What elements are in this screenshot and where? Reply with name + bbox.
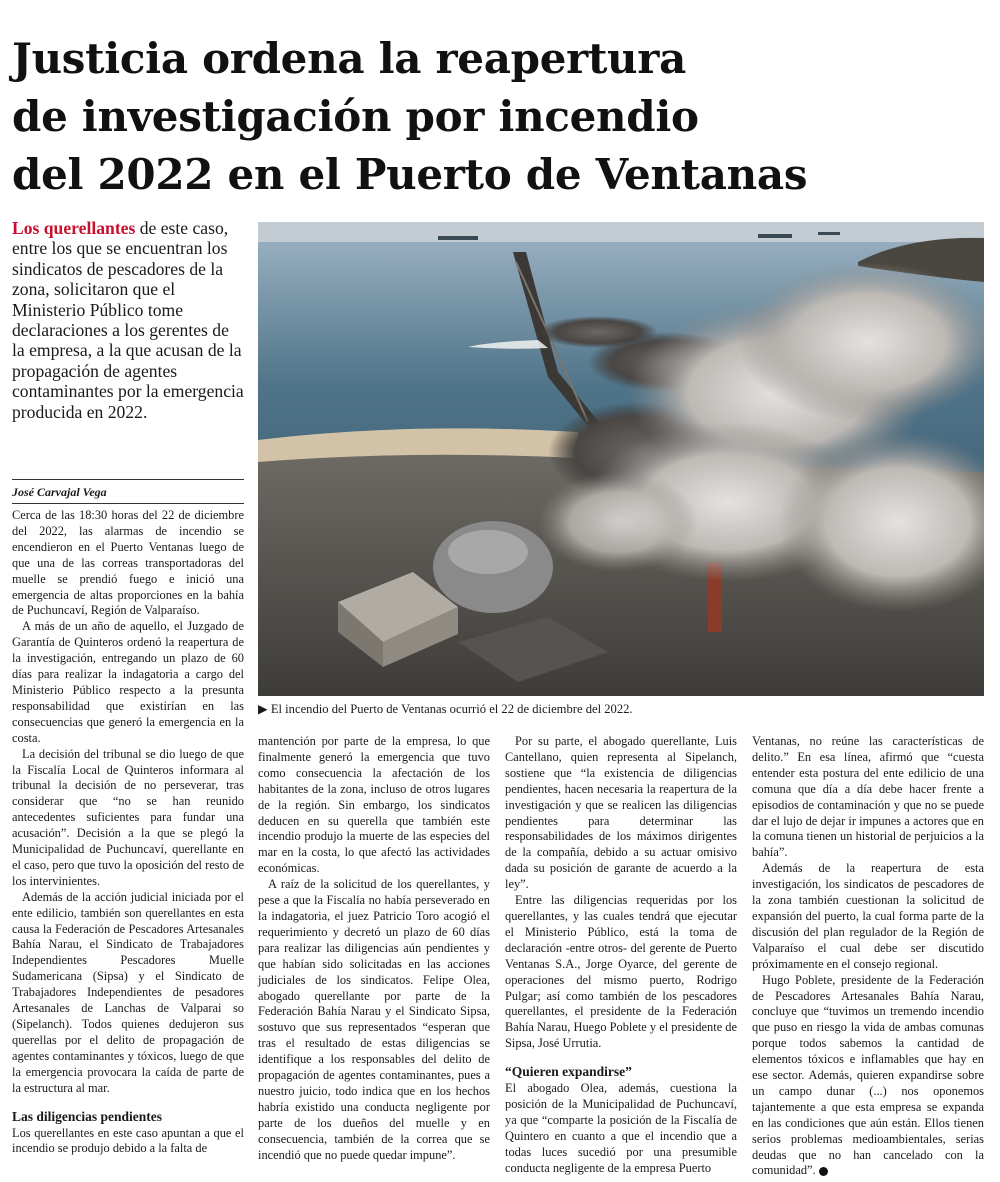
col1-paragraph-3: La decisión del tribunal se dio luego de que la Fiscalía Local de Quinteros informara al tribunal la decisión de no perseverar, tras considerar que “no se han reunido antecedentes suficientes para fundar una acusación”. Decisión a la que se plegó la Municipalidad de Puchuncaví, querellante en el caso, pero que tuvo la oposición del resto de los intervinientes. xyxy=(12,746,244,888)
col4-paragraph-3-text: Hugo Poblete, presidente de la Federación de Pescadores Artesanales Bahía Narau, concluye que “tuvimos un tremendo incendio que puso en riesgo la vida de ambas comunas porque todos sabemos la cantidad de elementos tóxicos e inflamables que hay en ese sector. Además, quieren expandirse sobre un campo dunar (...) nos oponemos tajantemente a que esta empresa se expanda en las condiciones que aún están. Ellos tienen serios problemas medioambientales, serias deudas que no han cancelado con la comunidad”. xyxy=(752,972,984,1178)
headline xyxy=(12,30,992,204)
col3-paragraph-2: Entre las diligencias requeridas por los querellantes, y las cuales tendrá que ejecutar el Ministerio Público, está la toma de declaración -entre otros- del gerente de Puerto Ventanas S.A., Jorge Oyarce, del gerente de operaciones del mismo puerto, Rodrigo Pulgar; así como también de los pescadores querellantes, el presidente de la Federación Bahía Narau, Huego Poblete y el presidente de Sipsa, José Urrutia. xyxy=(505,893,737,1051)
col1-paragraph-1: Cerca de las 18:30 horas del 22 de diciembre del 2022, las alarmas de incendio se encendieron en el Puerto Ventanas luego de que una de las correas transportadoras del muelle se prendió fuego e inició una emergencia de altas proporciones en la bahía de Puchuncaví, Región de Valparaíso. xyxy=(12,508,244,618)
subhead-diligencias: Las diligencias pendientes xyxy=(12,1108,163,1124)
col1-paragraph-5: Los querellantes en este caso apuntan a que el incendio se produjo debido a la falta de xyxy=(12,1125,244,1156)
article-column-2 xyxy=(258,734,490,1163)
article-column-4 xyxy=(752,734,984,1179)
lead-highlight: Los querellantes xyxy=(12,218,136,238)
caption-text: El incendio del Puerto de Ventanas ocurrió el 22 de diciembre del 2022. xyxy=(270,702,633,716)
col4-paragraph-2: Además de la reapertura de esta investigación, los sindicatos de pescadores de la zona también cuestionan la solicitud de expansión del puerto, la cual forma parte de la discusión del plan regulador de la Región de Valparaíso el cual debe ser discutido próximamente en el consejo regional. xyxy=(752,861,984,971)
lead-text: de este caso, entre los que se encuentran los sindicatos de pescadores de la zona, solicitaron que el Ministerio Público tome declaraciones a los gerentes de la empresa, a la que acusan de la propagación de agentes contaminantes por la emergencia producida en 2022. xyxy=(12,218,244,422)
col4-paragraph-1: Ventanas, no reúne las características de delito.” En esa línea, afirmó que “cuesta entender esta postura del ente edilicio de una comuna que día a día debe hacer frente a episodios de contaminación y que no se puede dar el lujo de dejar ir impunes a actores que en la comuna tienen un historial de perjuicios a la bahía”. xyxy=(752,734,984,860)
byline-rule-bottom xyxy=(12,503,244,504)
col2-paragraph-2: A raíz de la solicitud de los querellantes, y pese a que la Fiscalía no había perseverado en la indagatoria, el juez Patricio Toro acogió el requerimiento y decretó un plazo de 60 días para realizar las diligencias aún pendientes y que habían sido solicitadas en las acciones judiciales de los sindicatos. Felipe Olea, abogado querellante por parte de la Federación Bahía Narau y el Sindicato Sipsa, sostuvo que sus representados “esperan que tras el resultado de estas diligencias se identifique a los responsables del delito de propagación de agentes contaminantes, pues a nuestro juicio, todo indica que en los hechos habría existido una conducta negligente por parte de los dueños del muelle y en consecuencia, también de la correa que se incendió que no puede quedar impune”. xyxy=(258,877,490,1162)
fire-photo xyxy=(258,222,984,696)
col1-paragraph-4: Además de la acción judicial iniciada por el ente edilicio, también son querellantes en esta causa la Federación de Pescadores Artesanales Bahía Narau, el Sindicato de Trabajadores Independientes Pescadores Muelle Sudamericana (Sipsa) y el Sindicato de Trabajadores Independientes de pesadores Artesanales de Lanchas de Valparai so (Sipelanch). Todos quienes dedujeron sus querellas por el delito de propagación de agentes contaminantes y tóxicos, luego de que la emergencia provocara la caída de parte de la estructura al mar. xyxy=(12,889,244,1095)
subhead-quieren-expandirse: “Quieren expandirse” xyxy=(505,1064,632,1080)
col4-paragraph-3 xyxy=(752,973,984,1180)
headline-line-3: del 2022 en el Puerto de Ventanas xyxy=(12,150,808,199)
col3-paragraph-1: Por su parte, el abogado querellante, Luis Cantellano, quien representa al Sipelanch, sostiene que “la existencia de diligencias pendientes, hacen necesaria la reapertura de la investigación y que se realicen las diligencias pendientes para determinar las responsabilidades de los máximos dirigentes de la compañía, debido a su actuar omisivo dada su posición de garante de acuerdo a la ley”. xyxy=(505,734,737,892)
caption-arrow-icon: ▶ xyxy=(258,702,268,716)
headline-line-2: de investigación por incendio xyxy=(12,92,699,141)
col3-paragraph-3: El abogado Olea, además, cuestiona la posición de la Municipalidad de Puchuncaví, ya que “comparte la posición de la Fiscalía de Quintero en cuanto a que el incendio que a todas luces sucedió por una presumible conducta negligente de la empresa Puerto xyxy=(505,1081,737,1175)
col2-paragraph-1: mantención por parte de la empresa, lo que finalmente generó la emergencia que tuvo como consecuencia la afectación de los habitantes de la zona, incluso de otros lugares de la región. Sin embargo, los sindicatos deducen en su querella que también este incendio produjo la muerte de las especies del mar en la costa, lo que afectó las actividades económicas. xyxy=(258,734,490,876)
photo-caption xyxy=(258,701,984,717)
byline-rule-top xyxy=(12,479,244,480)
article-column-3 xyxy=(505,734,737,1177)
col1-paragraph-2: A más de un año de aquello, el Juzgado de Garantía de Quinteros ordenó la reapertura de la investigación, entregando un plazo de 60 días para realizar la indagatoria a cargo del Ministerio Público respecto a la presunta responsabilidad que existirían en las consecuencias que generó la emergencia en la costa. xyxy=(12,619,244,745)
headline-line-1: Justicia ordena la reapertura xyxy=(12,34,687,83)
article-column-1 xyxy=(12,508,244,1157)
byline: José Carvajal Vega xyxy=(12,485,107,499)
end-of-article-icon xyxy=(819,1167,828,1176)
lead-paragraph xyxy=(12,218,244,422)
